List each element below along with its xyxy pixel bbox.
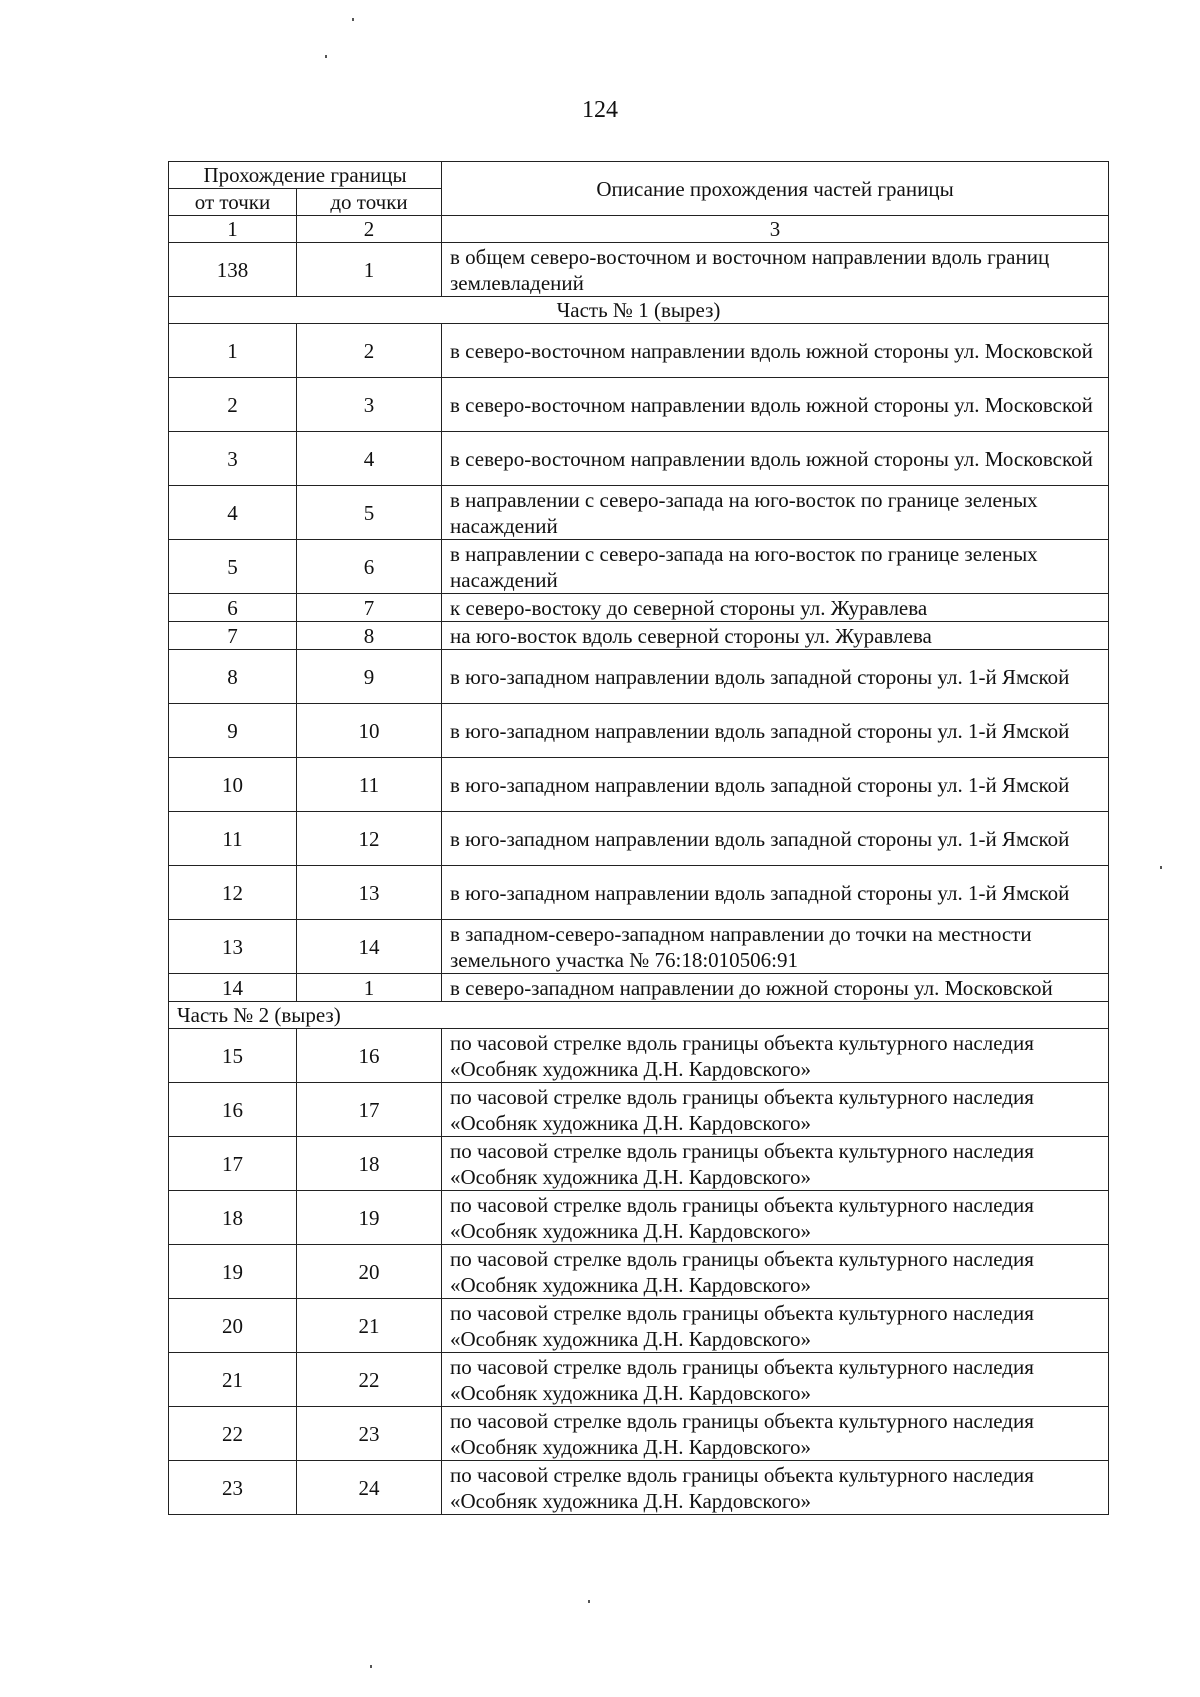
to-point-cell: 18 <box>297 1137 442 1191</box>
table-row <box>169 1461 1109 1515</box>
to-point-cell: 10 <box>297 704 442 758</box>
table-row <box>169 378 1109 432</box>
description-cell: по часовой стрелке вдоль границы объекта культурного наследия «Особняк художника Д.Н. Кардовского» <box>442 1299 1109 1353</box>
description-cell: в направлении с северо-запада на юго-восток по границе зеленых насаждений <box>442 486 1109 540</box>
from-point-cell: 22 <box>169 1407 297 1461</box>
from-point-cell: 3 <box>169 432 297 486</box>
description-cell: по часовой стрелке вдоль границы объекта культурного наследия «Особняк художника Д.Н. Кардовского» <box>442 1029 1109 1083</box>
description-cell: в юго-западном направлении вдоль западной стороны ул. 1-й Ямской <box>442 758 1109 812</box>
table-row <box>169 486 1109 540</box>
scan-speck <box>325 55 327 58</box>
description-cell: по часовой стрелке вдоль границы объекта культурного наследия «Особняк художника Д.Н. Кардовского» <box>442 1083 1109 1137</box>
part1-title-row <box>169 297 1109 324</box>
description-cell: в северо-западном направлении до южной стороны ул. Московской <box>442 974 1109 1002</box>
description-cell: в юго-западном направлении вдоль западной стороны ул. 1-й Ямской <box>442 866 1109 920</box>
from-point-cell: 4 <box>169 486 297 540</box>
description-cell: по часовой стрелке вдоль границы объекта культурного наследия «Особняк художника Д.Н. Кардовского» <box>442 1191 1109 1245</box>
to-point-cell: 21 <box>297 1299 442 1353</box>
to-point-cell: 1 <box>297 974 442 1002</box>
to-point-cell: 14 <box>297 920 442 974</box>
page-number: 124 <box>582 97 618 123</box>
table-row <box>169 974 1109 1002</box>
description-cell: в направлении с северо-запада на юго-восток по границе зеленых насаждений <box>442 540 1109 594</box>
part2-title-row <box>169 1002 1109 1029</box>
table-row <box>169 1299 1109 1353</box>
table-row <box>169 1353 1109 1407</box>
boundary-table <box>168 161 1109 1515</box>
description-cell: в общем северо-восточном и восточном направлении вдоль границ землевладений <box>442 243 1109 297</box>
table-row <box>169 920 1109 974</box>
scan-speck <box>352 18 354 21</box>
to-point-cell: 24 <box>297 1461 442 1515</box>
from-point-cell: 23 <box>169 1461 297 1515</box>
table-row <box>169 1083 1109 1137</box>
from-point-cell: 5 <box>169 540 297 594</box>
to-point-cell: 19 <box>297 1191 442 1245</box>
table-row <box>169 812 1109 866</box>
table-row <box>169 1407 1109 1461</box>
table-row <box>169 324 1109 378</box>
from-point-cell: 11 <box>169 812 297 866</box>
description-cell: в юго-западном направлении вдоль западной стороны ул. 1-й Ямской <box>442 704 1109 758</box>
description-cell: в северо-восточном направлении вдоль южной стороны ул. Московской <box>442 324 1109 378</box>
to-point-cell: 12 <box>297 812 442 866</box>
table-row <box>169 594 1109 622</box>
from-point-cell: 138 <box>169 243 297 297</box>
to-point-cell: 17 <box>297 1083 442 1137</box>
to-point-cell: 3 <box>297 378 442 432</box>
table-row <box>169 622 1109 650</box>
to-point-cell: 5 <box>297 486 442 540</box>
from-point-cell: 16 <box>169 1083 297 1137</box>
table-row <box>169 1137 1109 1191</box>
column-number-3: 3 <box>442 216 1109 243</box>
table-row <box>169 1029 1109 1083</box>
column-number-1: 1 <box>169 216 297 243</box>
from-point-cell: 17 <box>169 1137 297 1191</box>
to-point-cell: 7 <box>297 594 442 622</box>
description-cell: по часовой стрелке вдоль границы объекта культурного наследия «Особняк художника Д.Н. Кардовского» <box>442 1245 1109 1299</box>
to-point-cell: 6 <box>297 540 442 594</box>
description-cell: к северо-востоку до северной стороны ул. Журавлева <box>442 594 1109 622</box>
table-row <box>169 758 1109 812</box>
to-point-cell: 1 <box>297 243 442 297</box>
from-point-cell: 19 <box>169 1245 297 1299</box>
from-point-cell: 14 <box>169 974 297 1002</box>
header-to-cell: до точки <box>297 189 442 216</box>
description-cell: по часовой стрелке вдоль границы объекта культурного наследия «Особняк художника Д.Н. Кардовского» <box>442 1137 1109 1191</box>
header-from-cell: от точки <box>169 189 297 216</box>
to-point-cell: 4 <box>297 432 442 486</box>
part2-title: Часть № 2 (вырез) <box>169 1002 1109 1029</box>
table-row <box>169 866 1109 920</box>
description-cell: в северо-восточном направлении вдоль южной стороны ул. Московской <box>442 378 1109 432</box>
table-row <box>169 650 1109 704</box>
table-row <box>169 1191 1109 1245</box>
to-point-cell: 13 <box>297 866 442 920</box>
description-cell: по часовой стрелке вдоль границы объекта культурного наследия «Особняк художника Д.Н. Кардовского» <box>442 1407 1109 1461</box>
from-point-cell: 10 <box>169 758 297 812</box>
from-point-cell: 2 <box>169 378 297 432</box>
scan-speck <box>1160 866 1162 869</box>
column-number-row <box>169 216 1109 243</box>
to-point-cell: 20 <box>297 1245 442 1299</box>
description-cell: по часовой стрелке вдоль границы объекта культурного наследия «Особняк художника Д.Н. Кардовского» <box>442 1461 1109 1515</box>
description-cell: по часовой стрелке вдоль границы объекта культурного наследия «Особняк художника Д.Н. Кардовского» <box>442 1353 1109 1407</box>
from-point-cell: 12 <box>169 866 297 920</box>
to-point-cell: 2 <box>297 324 442 378</box>
column-number-2: 2 <box>297 216 442 243</box>
from-point-cell: 9 <box>169 704 297 758</box>
scan-speck <box>588 1600 590 1603</box>
table-row <box>169 540 1109 594</box>
to-point-cell: 23 <box>297 1407 442 1461</box>
table-row <box>169 704 1109 758</box>
table-row <box>169 1245 1109 1299</box>
from-point-cell: 1 <box>169 324 297 378</box>
header-row <box>169 162 1109 189</box>
table-row <box>169 432 1109 486</box>
from-point-cell: 18 <box>169 1191 297 1245</box>
table-row <box>169 243 1109 297</box>
to-point-cell: 9 <box>297 650 442 704</box>
description-cell: в юго-западном направлении вдоль западной стороны ул. 1-й Ямской <box>442 812 1109 866</box>
from-point-cell: 7 <box>169 622 297 650</box>
description-cell: в северо-восточном направлении вдоль южной стороны ул. Московской <box>442 432 1109 486</box>
header-description-cell: Описание прохождения частей границы <box>442 162 1109 216</box>
header-group-cell: Прохождение границы <box>169 162 442 189</box>
description-cell: в западном-северо-западном направлении до точки на местности земельного участка № 76:18:010506:91 <box>442 920 1109 974</box>
from-point-cell: 15 <box>169 1029 297 1083</box>
from-point-cell: 21 <box>169 1353 297 1407</box>
from-point-cell: 13 <box>169 920 297 974</box>
to-point-cell: 11 <box>297 758 442 812</box>
from-point-cell: 20 <box>169 1299 297 1353</box>
to-point-cell: 16 <box>297 1029 442 1083</box>
description-cell: на юго-восток вдоль северной стороны ул. Журавлева <box>442 622 1109 650</box>
part1-title: Часть № 1 (вырез) <box>169 297 1109 324</box>
description-cell: в юго-западном направлении вдоль западной стороны ул. 1-й Ямской <box>442 650 1109 704</box>
from-point-cell: 8 <box>169 650 297 704</box>
to-point-cell: 8 <box>297 622 442 650</box>
to-point-cell: 22 <box>297 1353 442 1407</box>
scan-speck <box>370 1665 372 1668</box>
from-point-cell: 6 <box>169 594 297 622</box>
